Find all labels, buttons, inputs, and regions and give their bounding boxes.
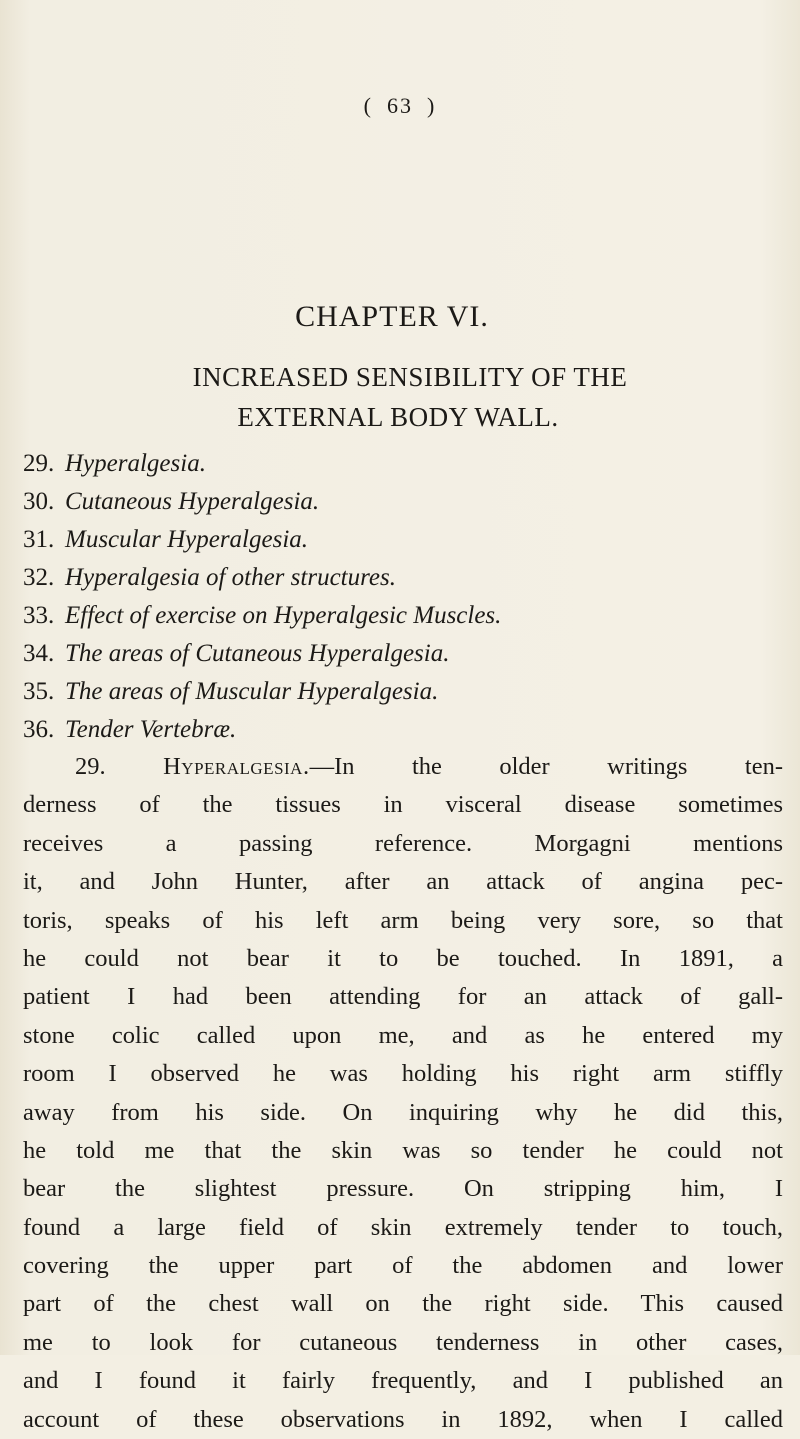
paragraph-line: bear the slightest pressure. On stripping him, I [23, 1175, 783, 1203]
paragraph-line: part of the chest wall on the right side. This caused [23, 1290, 783, 1318]
contents-item-number: 31. [23, 526, 55, 553]
paragraph-line: and I found it fairly frequently, and I published an [23, 1367, 783, 1395]
paragraph-line: found a large field of skin extremely tender to touch, [23, 1213, 783, 1241]
section-run-in-title: Hyperalgesia. [163, 753, 310, 780]
body-paragraph [23, 748, 783, 1439]
paragraph-line: account of these observations in 1892, when I called [23, 1405, 783, 1433]
contents-item [23, 521, 783, 559]
contents-item [23, 445, 783, 483]
page-number [0, 93, 800, 119]
contents-item-title: Cutaneous Hyperalgesia. [65, 488, 320, 515]
chapter-heading-line-2: EXTERNAL BODY WALL. [237, 402, 559, 432]
contents-item-title: Hyperalgesia. [65, 450, 206, 477]
contents-item-number: 36. [23, 716, 55, 743]
paragraph-line: stone colic called upon me, and as he entered my [23, 1021, 783, 1049]
contents-item-title: Muscular Hyperalgesia. [65, 526, 309, 553]
paragraph-line: patient I had been attending for an attack of gall- [23, 983, 783, 1011]
paragraph-first-line-text: —In the older writings ten- [309, 753, 784, 780]
paragraph-line: covering the upper part of the abdomen and lower [23, 1252, 783, 1280]
paragraph-line: receives a passing reference. Morgagni mentions [23, 829, 783, 857]
open-paren: ( [363, 93, 373, 118]
paragraph-line: toris, speaks of his left arm being very sore, so that [23, 906, 783, 934]
contents-item-number: 33. [23, 602, 55, 629]
contents-item [23, 597, 783, 635]
page-number-value: 63 [387, 93, 413, 118]
contents-item [23, 635, 783, 673]
paragraph-line: he could not bear it to be touched. In 1891, a [23, 944, 783, 972]
paragraph-line: derness of the tissues in visceral disease sometimes [23, 791, 783, 819]
contents-item-number: 30. [23, 488, 55, 515]
contents-item-number: 32. [23, 564, 55, 591]
chapter-title: CHAPTER VI. [295, 300, 489, 333]
contents-item-number: 34. [23, 640, 55, 667]
contents-item-title: Hyperalgesia of other structures. [65, 564, 396, 591]
contents-item-title: The areas of Cutaneous Hyperalgesia. [65, 640, 450, 667]
paragraph-line: it, and John Hunter, after an attack of angina pec- [23, 868, 783, 896]
contents-item-number: 35. [23, 678, 55, 705]
contents-item-number: 29. [23, 450, 55, 477]
contents-item-title: Effect of exercise on Hyperalgesic Muscles. [65, 602, 502, 629]
chapter-heading-line-1: INCREASED SENSIBILITY OF THE [192, 362, 628, 392]
paragraph-line: me to look for cutaneous tenderness in other cases, [23, 1328, 783, 1356]
paragraph-line: room I observed he was holding his right arm stiffly [23, 1060, 783, 1088]
contents-item-title: Tender Vertebræ. [65, 716, 237, 743]
section-contents-list [23, 445, 783, 749]
contents-item [23, 559, 783, 597]
section-number: 29. [75, 753, 106, 780]
contents-item [23, 711, 783, 749]
paragraph-line: away from his side. On inquiring why he did this, [23, 1098, 783, 1126]
paragraph-line: he told me that the skin was so tender he could not [23, 1136, 783, 1164]
paragraph-first-line [23, 748, 783, 786]
contents-item [23, 673, 783, 711]
contents-item [23, 483, 783, 521]
close-paren: ) [427, 93, 437, 118]
contents-item-title: The areas of Muscular Hyperalgesia. [65, 678, 439, 705]
